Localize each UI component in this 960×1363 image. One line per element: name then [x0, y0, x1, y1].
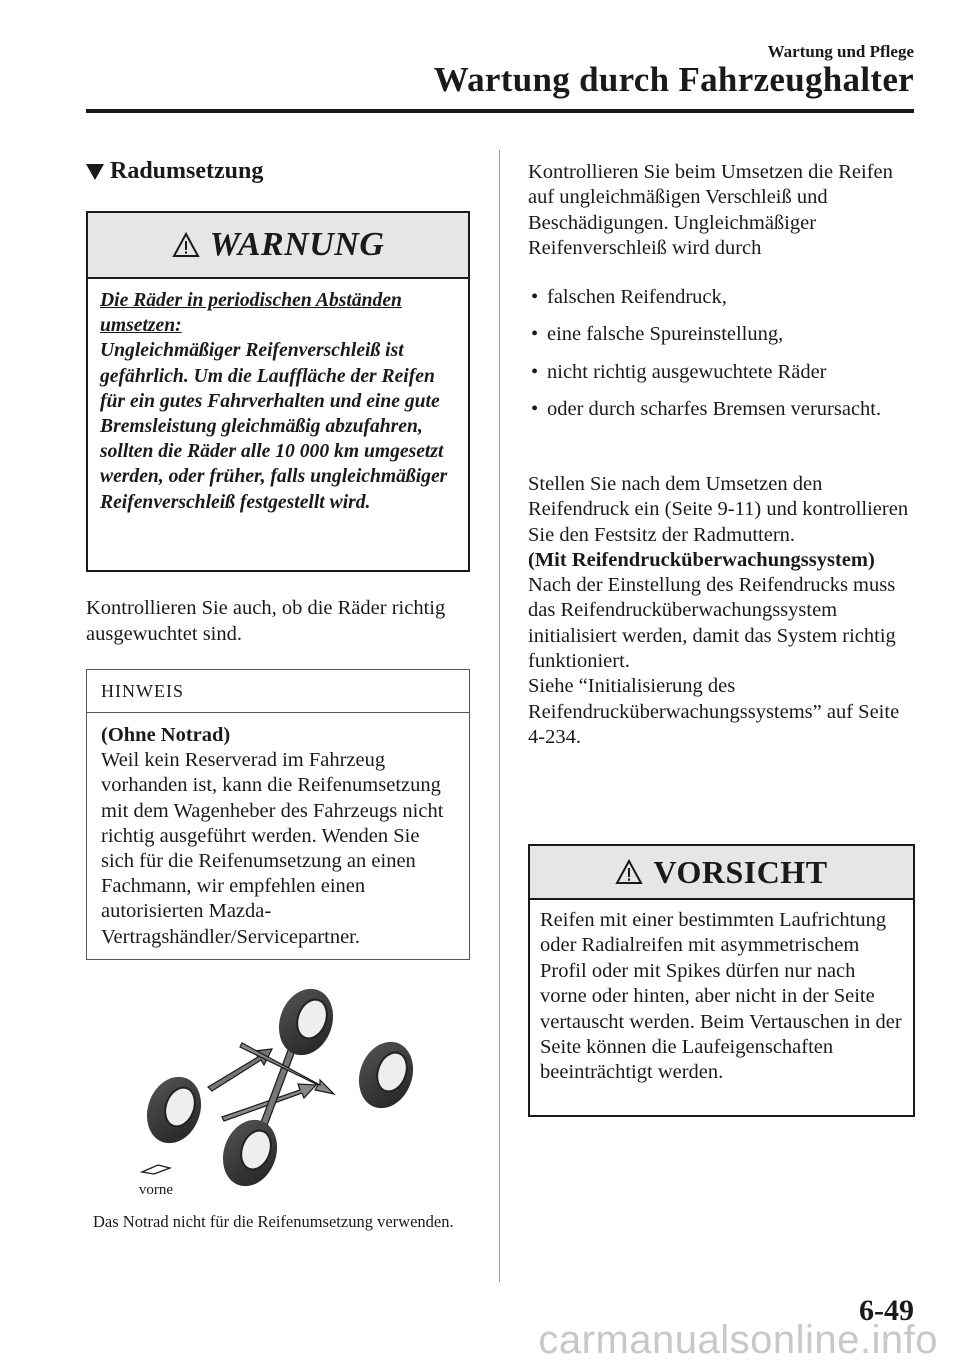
caution-text: Reifen mit einer bestimmten Laufrichtung oder Radialreifen mit asymmetrischem Profil oder mit Spikes dürfen nur nach vorne oder hinten, aber nicht in der Seite vertauscht werden. Beim Vertauschen in der Seite können die Laufeigenschaften beeinträchtigt werden.: [540, 909, 902, 1084]
tpms-heading: (Mit Reifendrucküberwachungssystem): [528, 548, 875, 571]
watermark: carmanualsonline.info: [538, 1318, 938, 1362]
column-divider: [499, 150, 500, 1282]
warning-box: [86, 211, 470, 572]
caution-box: [528, 844, 915, 1117]
warning-body: [88, 279, 468, 515]
tire-front-right: [214, 1112, 286, 1194]
tire-front-left: [138, 1069, 210, 1151]
header-section: Wartung und Pflege: [767, 42, 914, 61]
note-text: Weil kein Reserverad im Fahrzeug vorhanden ist, kann die Reifenumsetzung mit dem Wagenheber des Fahrzeugs nicht richtig ausgeführt werden. Wenden Sie sich für die Reifenumsetzung an einen Fachmann, wir empfehlen einen autorisierten Mazda-Vertragshändler/Servicepartner.: [101, 749, 444, 948]
list-item: • nicht richtig ausgewuchtete Räder: [531, 360, 827, 383]
section-title: [86, 158, 263, 185]
note-box: [86, 669, 470, 960]
tpms-text: Nach der Einstellung des Reifendrucks muss das Reifendrucküberwachungssystem initialisiert werden, damit das System richtig funktioniert.: [528, 574, 896, 673]
note-label: HINWEIS: [87, 670, 469, 713]
note-body: [87, 713, 469, 950]
note-subtitle: (Ohne Notrad): [101, 724, 231, 746]
front-pointer-icon: [142, 1165, 170, 1174]
tire-rear-right: [350, 1034, 422, 1116]
wear-causes-list: [528, 285, 916, 434]
illustration-caption: Das Notrad nicht für die Reifenumsetzung verwenden.: [93, 1212, 454, 1231]
page-title: Wartung durch Fahrzeughalter: [433, 60, 914, 99]
warning-triangle-icon: [172, 232, 200, 258]
list-item: • oder durch scharfes Bremsen verursacht.: [531, 397, 882, 420]
warning-header: [88, 213, 468, 279]
warning-text: Ungleichmäßiger Reifenverschleiß ist gefährlich. Um die Lauffläche der Reifen für ein gutes Fahrverhalten und eine gute Bremsleistung gleichmäßig abzufahren, sollten die Räder alle 10 000 km umgesetzt werden, oder früher, falls ungleichmäßiger Reifenverschleiß festgestellt wird.: [100, 340, 448, 513]
tpms-reference: Siehe “Initialisierung des Reifendrucküberwachungssystems” auf Seite 4-234.: [528, 675, 900, 748]
pressure-paragraph: Stellen Sie nach dem Umsetzen den Reifendruck ein (Seite 9-11) und kontrollieren Sie den Festsitz der Radmuttern.: [528, 473, 909, 546]
warning-heading: Die Räder in periodischen Abständen umsetzen:: [100, 290, 402, 337]
inspection-intro: Kontrollieren Sie beim Umsetzen die Reifen auf ungleichmäßigen Verschleiß und Beschädigungen. Ungleichmäßiger Reifenverschleiß wird durch: [528, 161, 893, 259]
pressure-section: [528, 472, 920, 750]
header-rule: [86, 109, 914, 113]
caution-label: VORSICHT: [653, 853, 828, 890]
warning-label: WARNUNG: [209, 226, 385, 263]
balance-paragraph: Kontrollieren Sie auch, ob die Räder richtig ausgewuchtet sind.: [86, 597, 446, 645]
page-number: 6-49: [859, 1294, 914, 1327]
caution-header: [530, 846, 913, 900]
list-item: • eine falsche Spureinstellung,: [531, 323, 784, 346]
tire-rotation-illustration: [130, 985, 460, 1200]
tire-rear-left: [270, 985, 342, 1063]
section-title-text: Radumsetzung: [110, 158, 264, 184]
list-item: • falschen Reifendruck,: [531, 286, 727, 308]
front-label: vorne: [138, 1182, 174, 1198]
caution-triangle-icon: [615, 859, 643, 885]
triangle-bullet-icon: [86, 164, 104, 180]
